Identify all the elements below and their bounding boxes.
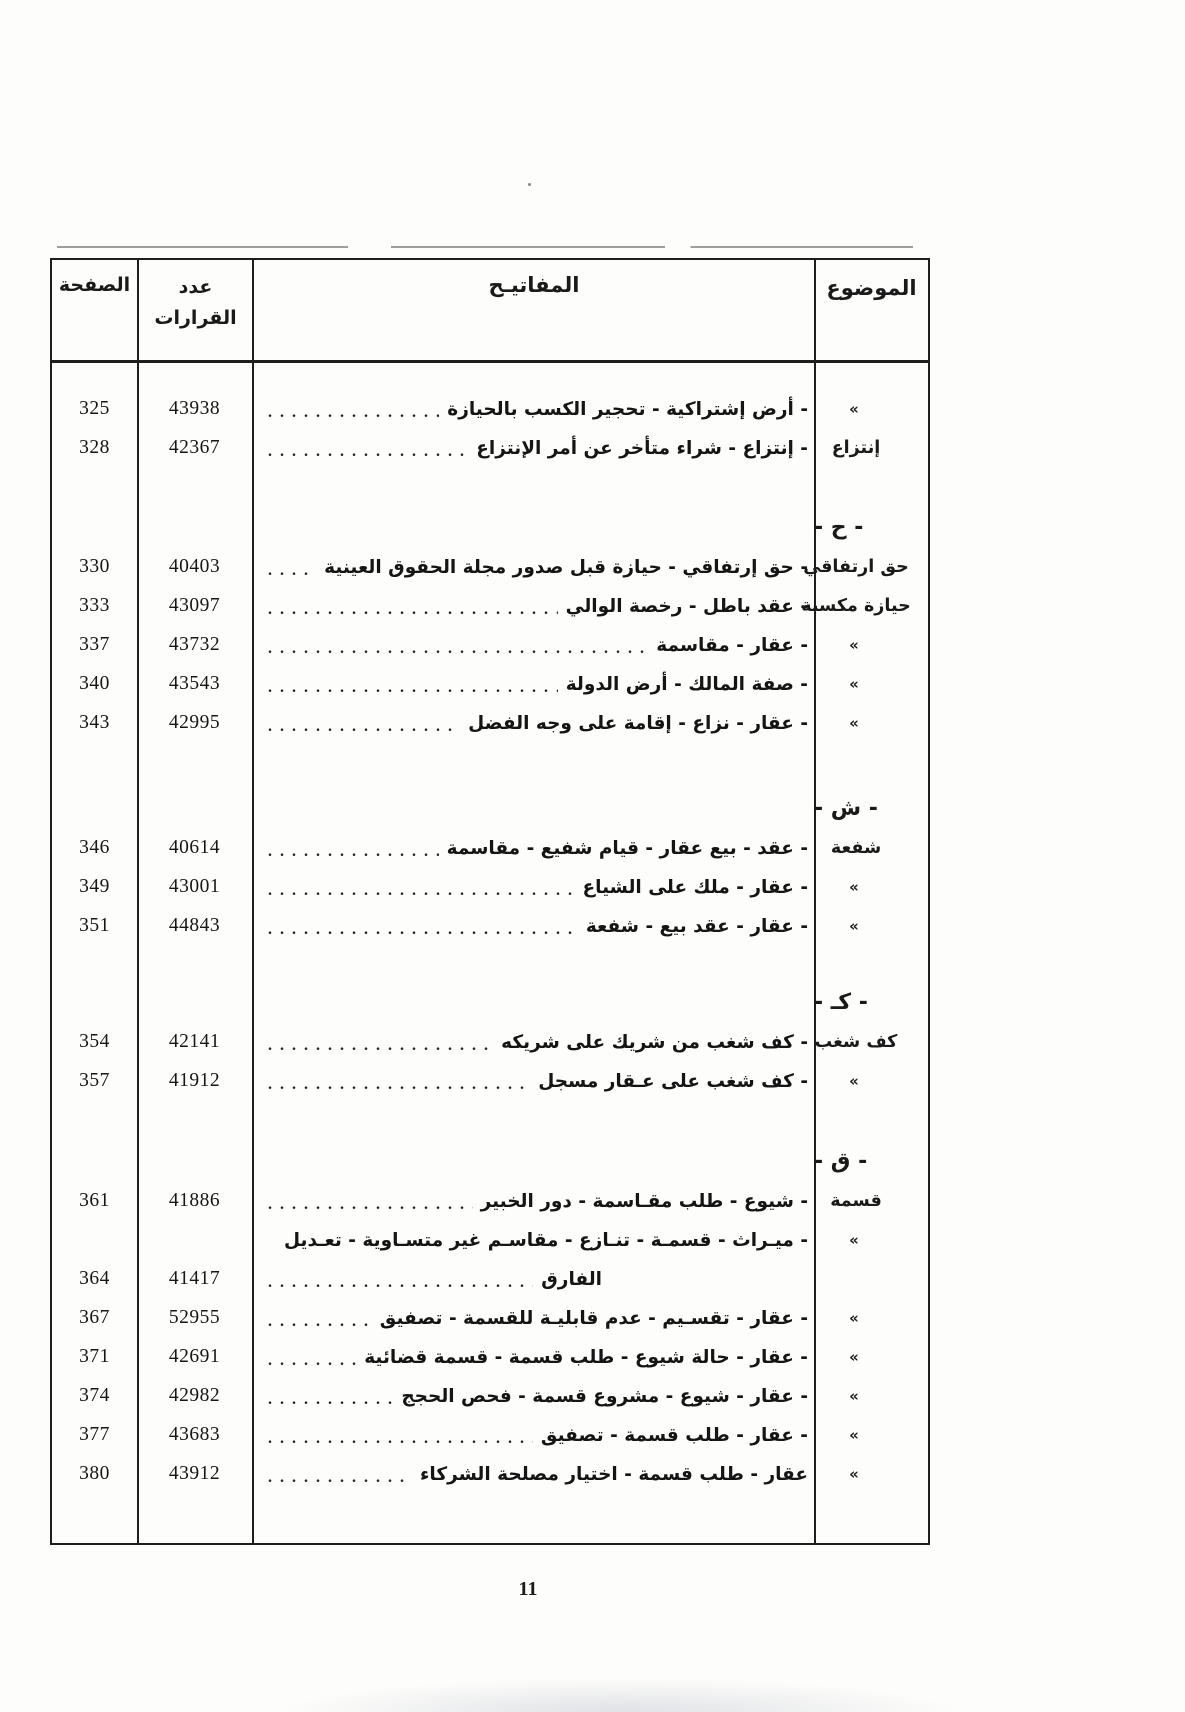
page-number-cell: 354: [79, 1031, 110, 1052]
page-number-cell: 337: [79, 634, 110, 655]
subject-cell: حيازة مكسبة: [801, 596, 911, 616]
index-row: [52, 1221, 928, 1260]
keys-text: - كف شغب من شريك على شريكه: [501, 1031, 808, 1053]
section-letter-row: [52, 983, 928, 1023]
page-number-cell: 346: [79, 837, 110, 858]
dot-leader: [268, 1038, 493, 1056]
keys-cell-empty: [252, 1142, 814, 1182]
keys-text: - عقار - طلب قسمة - تصفيق: [540, 1424, 808, 1446]
index-row: [52, 626, 928, 665]
page-number-cell: 328: [79, 437, 110, 458]
decision-number-cell: 43938: [168, 398, 221, 419]
index-row: [52, 1455, 928, 1494]
keys-cell: [252, 587, 814, 626]
dot-leader: [268, 719, 460, 737]
keys-text: - صفة المالك - أرض الدولة: [565, 673, 808, 695]
keys-text: - كف شغب على عـقار مسجل: [538, 1070, 808, 1092]
keys-cell-empty: [252, 508, 814, 548]
index-row: [52, 1023, 928, 1062]
dot-leader: [268, 844, 439, 862]
dot-leader: [268, 405, 439, 423]
keys-text: - ميـراث - قسمـة - تنـازع - مقاسـم غير متسـاوية - تعـديل: [283, 1229, 808, 1251]
dot-leader: [268, 1275, 533, 1293]
scan-speck-artifact: [528, 183, 531, 186]
keys-cell: [252, 1377, 814, 1416]
decision-number-cell: 42141: [168, 1031, 221, 1052]
dot-leader: [268, 1470, 412, 1488]
keys-cell: [252, 1062, 814, 1101]
keys-cell: [252, 429, 814, 468]
header-decisions-column: [139, 272, 252, 334]
decision-number-cell: 41417: [168, 1268, 221, 1289]
index-row: [52, 868, 928, 907]
decision-number-cell: 41912: [168, 1070, 221, 1091]
dot-leader: [268, 602, 558, 620]
keys-cell: [252, 548, 814, 587]
page-number-cell: 340: [79, 673, 110, 694]
dot-leader: [268, 1197, 473, 1215]
page-number: 11: [518, 1578, 538, 1600]
subject-cell: قسمة: [830, 1191, 882, 1211]
keys-cell-empty: [252, 789, 814, 829]
dot-leader: [268, 680, 558, 698]
scan-doubled-border-artifact: [57, 246, 913, 248]
keys-text: - عقد باطل - رخصة الوالي: [565, 595, 808, 617]
ditto-mark: »: [849, 714, 859, 732]
scan-smudge-artifact: [280, 1678, 960, 1712]
decision-number-cell: 42367: [168, 437, 221, 458]
section-gap: [52, 1101, 928, 1142]
page-number-cell: 374: [79, 1385, 110, 1406]
keys-text: - عقد - بيع عقار - قيام شفيع - مقاسمة: [446, 837, 808, 859]
header-page-column: الصفحة: [58, 274, 131, 296]
keys-cell: [252, 1416, 814, 1455]
keys-text: - عقار - حالة شيوع - طلب قسمة - قسمة قضائية: [364, 1346, 808, 1368]
page-number-cell: 361: [79, 1190, 110, 1211]
dot-leader: [268, 922, 578, 940]
ditto-mark: »: [849, 1387, 859, 1405]
ditto-mark: »: [849, 636, 859, 654]
decision-number-cell: 43001: [168, 876, 221, 897]
table-body: [52, 363, 928, 1544]
page-number-cell: 330: [79, 556, 110, 577]
decision-number-cell: 40614: [168, 837, 221, 858]
keys-text: - عقار - ملك على الشياع: [582, 876, 808, 898]
index-row: [52, 704, 928, 743]
keys-text: - شيوع - طلب مقـاسمة - دور الخبير: [480, 1190, 808, 1212]
page-number-cell: 371: [79, 1346, 110, 1367]
keys-text: - عقار - مقاسمة: [656, 634, 808, 656]
keys-cell: [252, 1260, 814, 1299]
decision-number-cell: 41886: [168, 1190, 221, 1211]
decision-number-cell: 42995: [168, 712, 221, 733]
page-number-cell: 343: [79, 712, 110, 733]
keys-text: الفارق: [541, 1268, 602, 1290]
keys-text: - حق إرتفاقي - حيازة قبل صدور مجلة الحقوق العينية: [324, 556, 808, 578]
page-number-cell: 357: [79, 1070, 110, 1091]
keys-cell: [252, 1299, 814, 1338]
header-decisions-line1: عدد: [178, 276, 213, 298]
keys-cell-empty: [252, 983, 814, 1023]
decision-number-cell: 43683: [168, 1424, 221, 1445]
index-row: [52, 1182, 928, 1221]
ditto-mark: »: [849, 1309, 859, 1327]
page-number-cell: 367: [79, 1307, 110, 1328]
header-keys-column: المفاتيـح: [488, 273, 580, 297]
subject-cell: شفعة: [830, 838, 882, 858]
index-row: [52, 1416, 928, 1455]
index-row: [52, 1338, 928, 1377]
dot-leader: [268, 1392, 393, 1410]
index-row: [52, 907, 928, 946]
keys-text: - عقار - نزاع - إقامة على وجه الفضل: [468, 712, 808, 734]
index-row: [52, 390, 928, 429]
page-number-cell: 364: [79, 1268, 110, 1289]
ditto-mark: »: [849, 1426, 859, 1444]
ditto-mark: »: [849, 400, 859, 418]
keys-text: - عقار - شيوع - مشروع قسمة - فحص الحجج: [401, 1385, 808, 1407]
index-row: [52, 829, 928, 868]
keys-text: - إنتزاع - شراء متأخر عن أمر الإنتزاع: [476, 437, 808, 459]
index-row: [52, 1377, 928, 1416]
section-gap: [52, 743, 928, 789]
dot-leader: [268, 1314, 372, 1332]
section-letter-row: [52, 508, 928, 548]
index-table: [50, 258, 930, 1545]
section-letter: - ق -: [814, 1149, 868, 1174]
index-row: [52, 548, 928, 587]
section-letter: - ح -: [814, 515, 864, 540]
page-number-cell: 333: [79, 595, 110, 616]
page-number-cell: 349: [79, 876, 110, 897]
keys-text: - عقار - عقد بيع - شفعة: [585, 915, 808, 937]
keys-cell: [252, 1338, 814, 1377]
section-letter: - ش -: [814, 796, 878, 821]
ditto-mark: »: [849, 675, 859, 693]
page-number-cell: 380: [79, 1463, 110, 1484]
dot-leader: [268, 444, 468, 462]
dot-leader: [268, 1431, 533, 1449]
decision-number-cell: 52955: [168, 1307, 221, 1328]
keys-cell: [252, 868, 814, 907]
ditto-mark: »: [849, 1348, 859, 1366]
keys-cell: [252, 1221, 814, 1260]
dot-leader: [268, 1077, 530, 1095]
subject-cell: كف شغب: [814, 1032, 898, 1052]
index-row: [52, 1062, 928, 1101]
decision-number-cell: 42691: [168, 1346, 221, 1367]
dot-leader: [268, 1353, 356, 1371]
section-gap: [52, 946, 928, 983]
index-row: [52, 587, 928, 626]
subject-cell: إنتزاع: [831, 438, 881, 458]
keys-cell: [252, 665, 814, 704]
keys-cell: [252, 626, 814, 665]
section-letter-row: [52, 1142, 928, 1182]
header-decisions-line2: القرارات: [154, 307, 237, 329]
dot-leader: [268, 641, 648, 659]
index-row: [52, 1299, 928, 1338]
keys-text: - أرض إشتراكية - تحجير الكسب بالحيازة: [447, 398, 808, 420]
keys-cell: [252, 829, 814, 868]
keys-cell: [252, 907, 814, 946]
section-gap: [52, 468, 928, 508]
keys-cell: [252, 390, 814, 429]
decision-number-cell: 42982: [168, 1385, 221, 1406]
ditto-mark: »: [849, 878, 859, 896]
decision-number-cell: 43097: [168, 595, 221, 616]
page-number-cell: 351: [79, 915, 110, 936]
keys-text: عقار - طلب قسمة - اختيار مصلحة الشركاء: [419, 1463, 808, 1485]
decision-number-cell: 43912: [168, 1463, 221, 1484]
header-subject-column: الموضوع: [826, 276, 917, 300]
keys-cell: [252, 1455, 814, 1494]
ditto-mark: »: [849, 917, 859, 935]
section-letter: - كـ -: [814, 990, 868, 1015]
index-row: [52, 429, 928, 468]
ditto-mark: »: [849, 1465, 859, 1483]
dot-leader: [268, 563, 316, 581]
row-spacer: [52, 363, 928, 390]
keys-cell: [252, 1182, 814, 1221]
page-number-cell: 377: [79, 1424, 110, 1445]
table-header-row: [52, 260, 928, 360]
keys-cell: [252, 704, 814, 743]
index-row: [52, 1260, 928, 1299]
keys-text: - عقار - تقسـيم - عدم قابليـة للقسمة - تصفيق: [379, 1307, 808, 1329]
decision-number-cell: 43543: [168, 673, 221, 694]
subject-cell: حق ارتفاقي: [803, 557, 909, 577]
section-letter-row: [52, 789, 928, 829]
decision-number-cell: 44843: [168, 915, 221, 936]
dot-leader: [268, 883, 575, 901]
keys-cell: [252, 1023, 814, 1062]
index-row: [52, 665, 928, 704]
ditto-mark: »: [849, 1231, 859, 1249]
decision-number-cell: 43732: [168, 634, 221, 655]
ditto-mark: »: [849, 1072, 859, 1090]
page-number-cell: 325: [79, 398, 110, 419]
decision-number-cell: 40403: [168, 556, 221, 577]
